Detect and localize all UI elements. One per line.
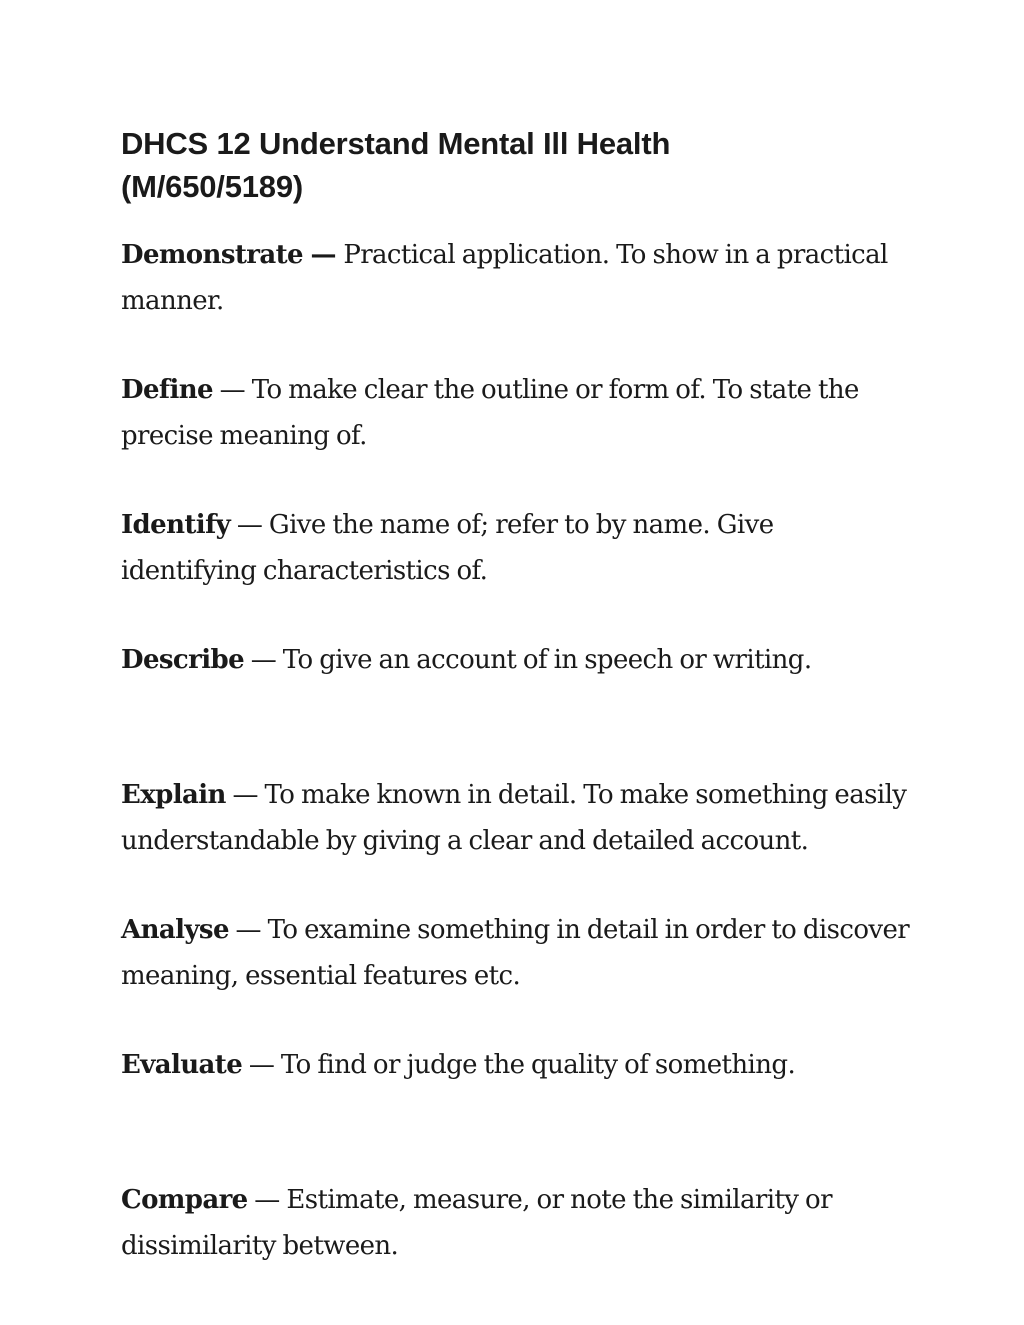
definition-separator: — — [244, 645, 283, 675]
definition-separator: — — [303, 240, 344, 270]
definition-item — [121, 232, 911, 367]
definition-term: Demonstrate — [121, 240, 303, 270]
definition-term: Explain — [121, 780, 226, 810]
definition-term: Analyse — [121, 915, 229, 945]
definition-item — [121, 502, 911, 637]
definition-text: To find or judge the quality of something. — [280, 1050, 796, 1080]
definition-separator: — — [228, 915, 268, 945]
definition-term: Evaluate — [121, 1050, 243, 1080]
definition-text: To make known in detail. To make something easily understandable by giving a clear and detailed account. — [121, 780, 907, 856]
definition-text: To examine something in detail in order to discover meaning, essential features etc. — [121, 915, 910, 991]
definition-term: Compare — [121, 1185, 248, 1215]
definition-text: Practical application. To show in a practical manner. — [121, 240, 888, 316]
definition-term: Describe — [121, 645, 245, 675]
definition-item — [121, 772, 911, 907]
definition-separator: — — [230, 510, 269, 540]
definition-separator: — — [242, 1050, 281, 1080]
definition-item — [121, 1042, 911, 1177]
definition-item — [121, 1177, 911, 1312]
definition-list — [121, 232, 911, 1312]
page-title: DHCS 12 Understand Mental Ill Health (M/650/5189) — [121, 126, 671, 204]
definition-separator: — — [225, 780, 265, 810]
definition-separator: — — [247, 1185, 287, 1215]
definition-text: To make clear the outline or form of. To state the precise meaning of. — [121, 375, 859, 451]
definition-separator: — — [213, 375, 252, 405]
definition-term: Define — [121, 375, 213, 405]
definition-text: Give the name of; refer to by name. Give identifying characteristics of. — [121, 510, 774, 586]
definition-term: Identify — [121, 510, 231, 540]
definition-text: Estimate, measure, or note the similarity or dissimilarity between. — [121, 1185, 832, 1261]
definition-item — [121, 907, 911, 1042]
definition-item — [121, 637, 911, 772]
definition-item — [121, 367, 911, 502]
definition-text: To give an account of in speech or writing. — [282, 645, 812, 675]
